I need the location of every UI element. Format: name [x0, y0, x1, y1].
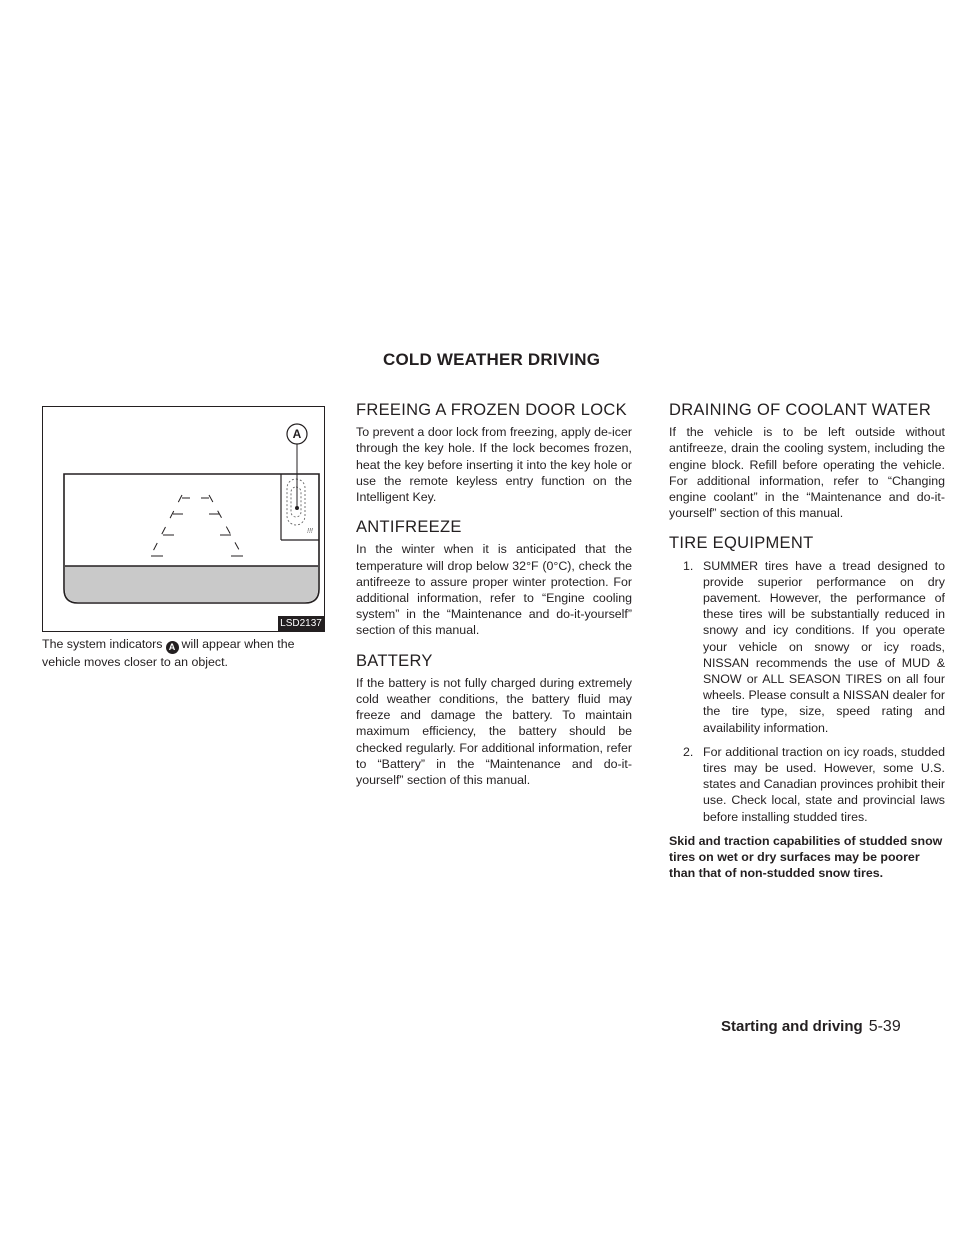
column-3	[669, 402, 945, 889]
system-indicators-paragraph	[42, 636, 326, 670]
indicator-text-before: The system indicators	[42, 637, 163, 651]
heading-frozen-door-lock: FREEING A FROZEN DOOR LOCK	[356, 401, 627, 419]
paragraph-antifreeze: In the winter when it is anticipated that the temperature will drop below 32°F (0°C), check the antifreeze to assure proper winter protection. For additional information, refer to “Engine cooling system” in the “Maintenance and do-it-yourself” section of this manual.	[356, 542, 632, 638]
paragraph-frozen-door-lock: To prevent a door lock from freezing, apply de-icer through the key hole. If the lock becomes frozen, heat the key before inserting it into the key hole or use the remote keyless entry function on the Intelligent Key.	[356, 425, 632, 505]
heading-battery: BATTERY	[356, 651, 433, 670]
section-title: COLD WEATHER DRIVING	[383, 350, 601, 369]
svg-text:!!!: !!!	[307, 528, 313, 535]
list-item-text: For additional traction on icy roads, studded tires may be used. However, some U.S. states and Canadian provinces prohibit their use. Check local, state and provincial laws before installing studded tires.	[703, 744, 945, 824]
column-2	[356, 402, 632, 796]
figure-code: LSD2137	[278, 616, 324, 631]
paragraph-battery: If the battery is not fully charged during extremely cold weather conditions, the battery fluid may freeze and damage the battery. To maintain maximum efficiency, the battery should be checked regularly. For additional information, refer to “Battery” in the “Maintenance and do-it-yourself” section of this manual.	[356, 675, 632, 788]
page-number: 5-39	[868, 1018, 901, 1035]
footer-section-name: Starting and driving	[721, 1018, 863, 1035]
list-item-number: 1.	[683, 558, 694, 573]
list-item-number: 2.	[683, 744, 694, 759]
list-item	[669, 558, 945, 736]
indicator-text-after: will appear when the vehicle moves closer to an object.	[42, 637, 295, 669]
list-item-text: SUMMER tires have a tread designed to provide superior performance on dry pavement. However, the performance of these tires will be substantially reduced in snowy and icy conditions. If you operate your vehicle on snowy or icy roads, NISSAN recommends the use of MUD & SNOW or ALL SEASON TIRES on all four wheels. Please consult a NISSAN dealer for the tire type, size, speed rating and availability information.	[703, 558, 945, 735]
page-footer	[721, 1018, 901, 1036]
column-1	[42, 636, 326, 678]
heading-antifreeze: ANTIFREEZE	[356, 518, 462, 537]
callout-a-badge: A	[166, 641, 179, 654]
callout-a-label: A	[292, 427, 302, 441]
heading-tire-equipment: TIRE EQUIPMENT	[669, 534, 814, 553]
rear-view-monitor-figure	[42, 406, 325, 632]
monitor-illustration	[43, 407, 326, 633]
paragraph-coolant-water: If the vehicle is to be left outside without antifreeze, drain the cooling system, including the engine block. Refill before operating the vehicle. For additional information, refer to “Changing engine coolant” in the “Maintenance and do-it-yourself” section of this manual.	[669, 425, 945, 521]
heading-coolant-water: DRAINING OF COOLANT WATER	[669, 401, 932, 419]
tire-list	[669, 558, 945, 825]
list-item	[669, 744, 945, 825]
studded-tires-warning: Skid and traction capabilities of studded snow tires on wet or dry surfaces may be poorer than that of non-studded snow tires.	[669, 833, 943, 881]
